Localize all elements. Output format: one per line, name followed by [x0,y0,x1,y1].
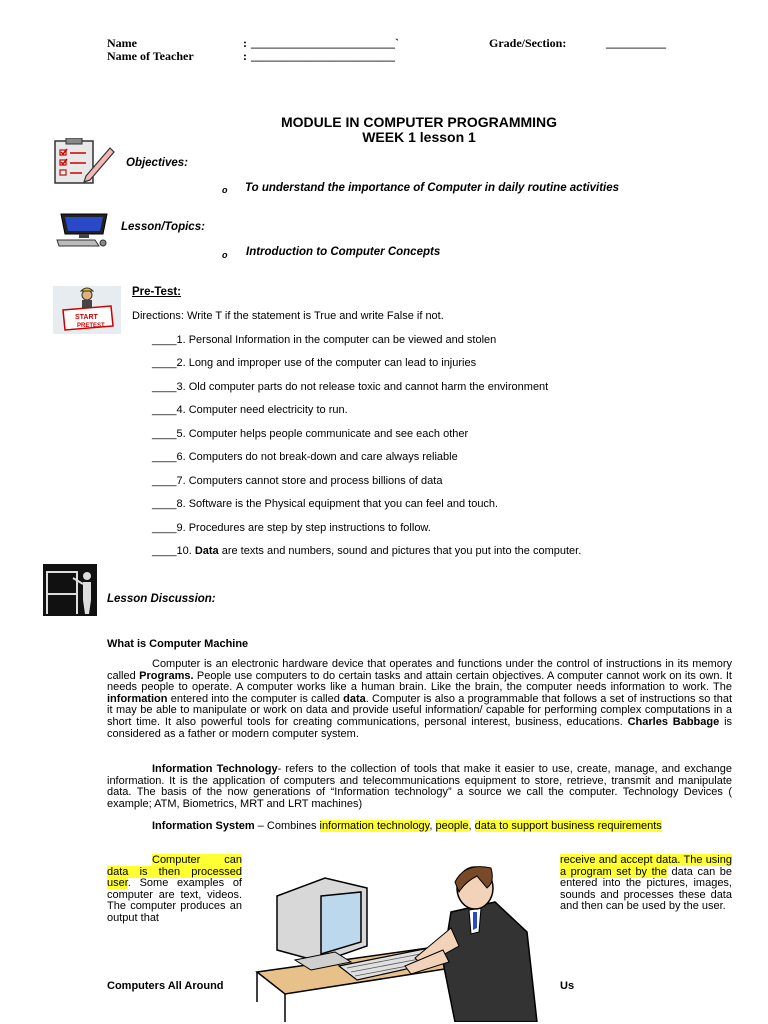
topics-bullet: o [222,250,228,260]
grade-blank[interactable]: __________ [606,36,666,50]
item10-bold: Data [194,545,219,557]
pretest-item-10[interactable] [152,545,581,557]
name-label: Name [107,36,137,50]
item10-rest: are texts and numbers, sound and pictures that you put into the computer. [218,545,582,557]
left-column-text: Computer can data is then processed user. Some examples of computer are text, videos. The computer produces an output that [107,854,242,924]
grade-label: Grade/Section: [489,36,567,50]
computer-paragraph: Computer is an electronic hardware device that operates and functions under the control of instructions in its memory called Programs. People use computers to do certain tasks and attain certain objectives. A computer cannot work on its own. It needs people to operate. A computer works like a human brain. Like the brain, the computer needs information to work. The information entered into the computer is called data. Computer is also a programmable that follows a set of instructions so that it may be able to manipulate or work on data and provide useful information/ capable for performing complex computations in a short time. It also powerful tools for creating communications, personal interest, business, educations. Charles Babbage is considered as a father or modern computer system. [107,658,733,740]
is-paragraph: Information System – Combines information technology, people, data to support business requirements [152,820,662,832]
pretest-item[interactable]: ____4. Computer need electricity to run. [152,404,348,416]
right-column-text: receive and accept data. The using a program set by the data can be entered into the pictures, images, sounds and processes these data and then can be used by the user. [560,854,732,913]
item10-prefix: ____10. [152,545,195,557]
person-at-computer-illustration [255,862,545,1022]
name-blank[interactable]: ________________________` [251,36,399,50]
lesson-topics-label: Lesson/Topics: [121,221,205,233]
pretest-item[interactable]: ____7. Computers cannot store and process billions of data [152,475,443,487]
week-title: WEEK 1 lesson 1 [362,129,476,145]
it-paragraph: Information Technology- refers to the collection of tools that make it easier to use, create, manage, and exchange information. It is the application of computers and telecommunications equipment to store, retrieve, transmit and manipulate data. The basis of the now generations of “Information technology” a source we call the computer. Technology Devices ( example; ATM, Biometrics, MRT and LRT machines) [107,763,732,810]
objectives-label: Objectives: [126,157,188,169]
pretest-directions: Directions: Write T if the statement is True and write False if not. [132,310,444,322]
pretest-sign-icon [53,286,121,334]
discussion-heading: What is Computer Machine [107,638,249,650]
objective-item: To understand the importance of Computer in daily routine activities [245,182,620,194]
footer-right-heading: Us [560,980,575,992]
checklist-icon [52,138,116,186]
svg-text:START: START [75,314,98,321]
svg-text:PRETEST: PRETEST [77,323,105,329]
module-title: MODULE IN COMPUTER PROGRAMMING [280,114,558,130]
pretest-item[interactable]: ____8. Software is the Physical equipment that you can feel and touch. [152,498,499,510]
teacher-colon: : [243,49,247,63]
pretest-label: Pre-Test: [132,286,181,298]
pretest-item[interactable]: ____2. Long and improper use of the computer can lead to injuries [152,357,477,369]
teacher-board-icon [43,564,97,616]
teacher-label: Name of Teacher [107,49,194,63]
computer-icon [55,212,111,248]
pretest-item[interactable]: ____6. Computers do not break-down and care always reliable [152,451,458,463]
pretest-item[interactable]: ____5. Computer helps people communicate and see each other [152,428,469,440]
teacher-blank[interactable]: ________________________ [251,49,395,63]
pretest-item[interactable]: ____1. Personal Information in the computer can be viewed and stolen [152,334,497,346]
pretest-item[interactable]: ____9. Procedures are step by step instructions to follow. [152,522,431,534]
pretest-item[interactable]: ____3. Old computer parts do not release toxic and cannot harm the environment [152,381,549,393]
name-colon: : [243,36,247,50]
objectives-bullet: o [222,185,228,195]
footer-left-heading: Computers All Around [107,980,224,992]
lesson-discussion-label: Lesson Discussion: [107,593,216,605]
topic-item: Introduction to Computer Concepts [246,246,441,258]
